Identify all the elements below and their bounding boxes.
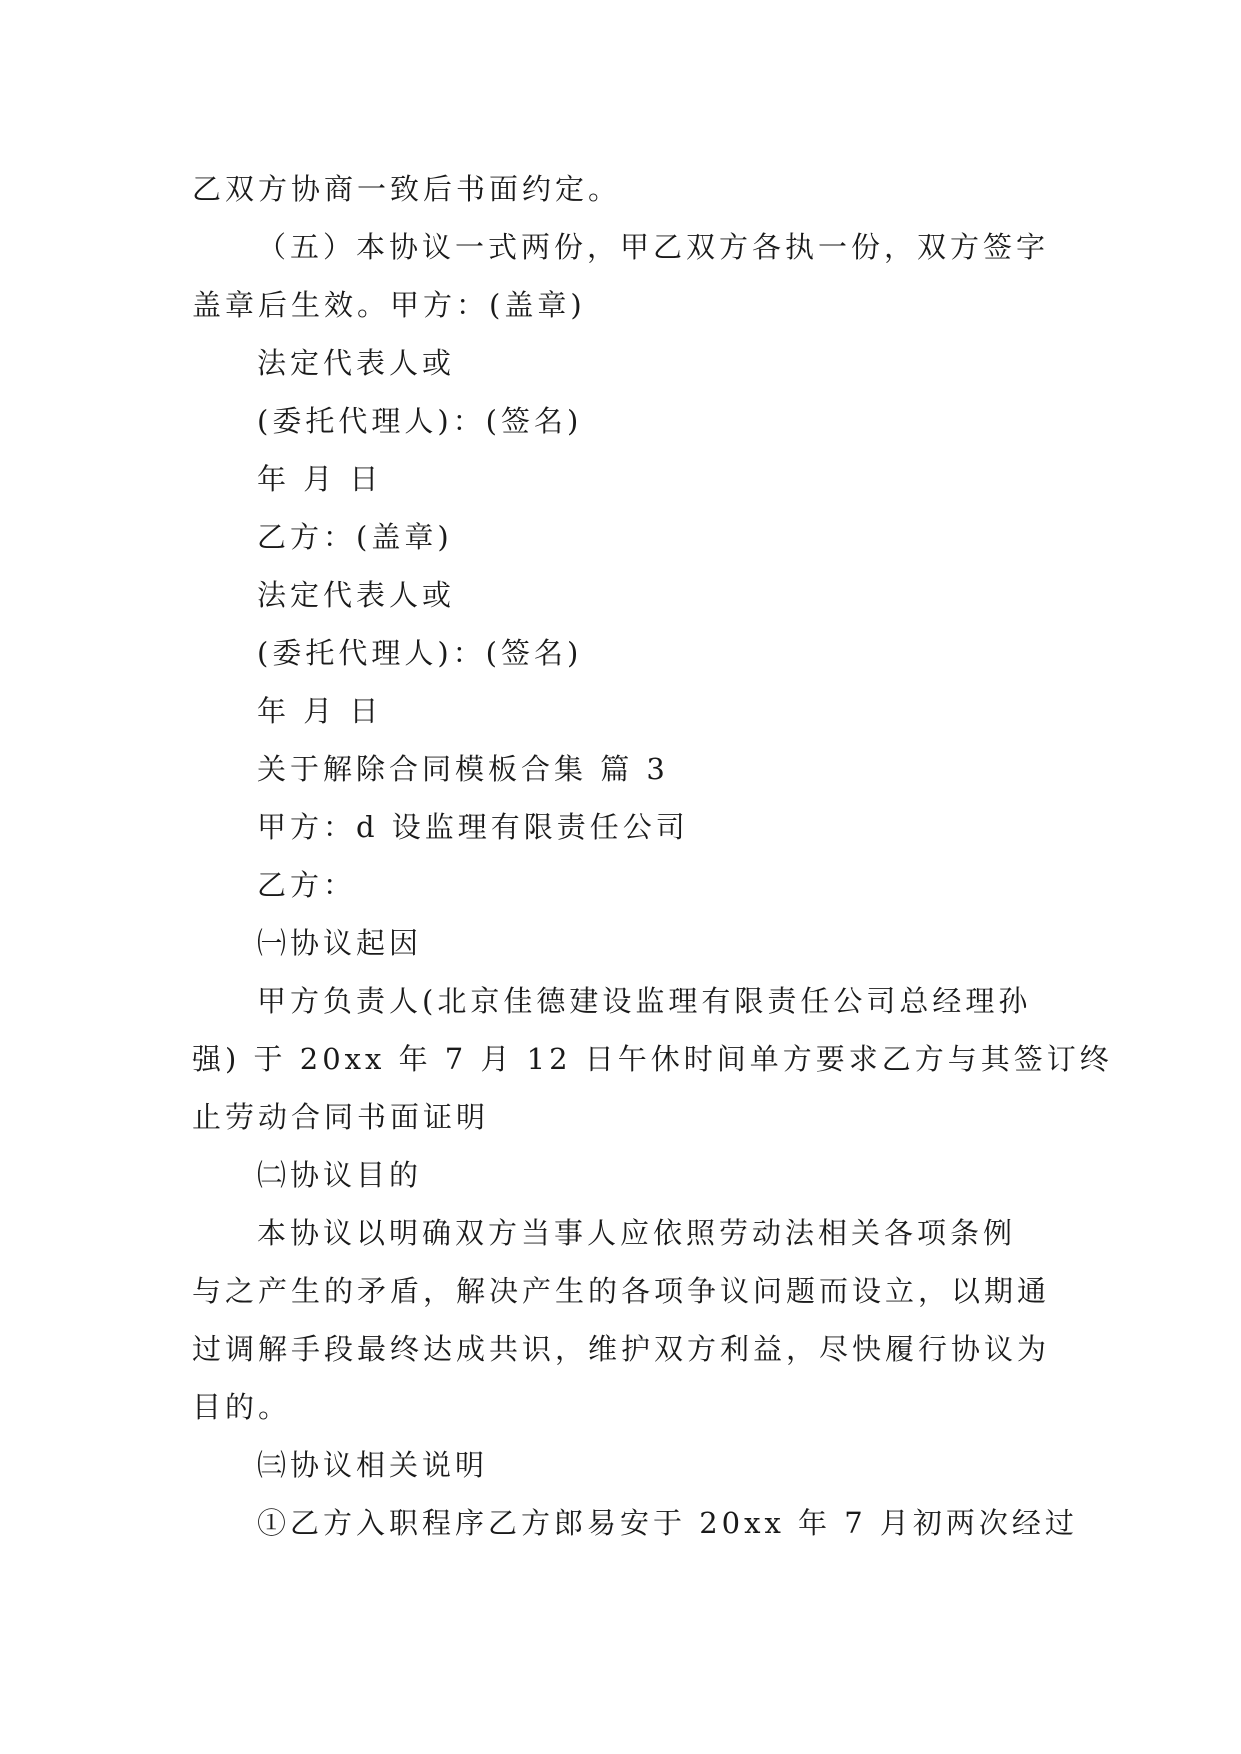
document-body [192, 160, 1113, 1552]
text-line: 过调解手段最终达成共识，维护双方利益，尽快履行协议为 [192, 1332, 1051, 1366]
text-line: 强) 于 20xx 年 7 月 12 日午休时间单方要求乙方与其签订终 [192, 1042, 1113, 1076]
text-line: (委托代理人)：(签名) [257, 404, 583, 438]
text-line: 法定代表人或 [257, 346, 456, 380]
text-line: 甲方：d 设监理有限责任公司 [257, 810, 689, 844]
text-line: 乙方：(盖章) [257, 520, 453, 554]
text-line: （五）本协议一式两份，甲乙双方各执一份，双方签字 [257, 230, 1050, 264]
text-line: 乙双方协商一致后书面约定。 [192, 172, 622, 206]
text-line: 目的。 [192, 1390, 292, 1424]
text-line: ①乙方入职程序乙方郎易安于 20xx 年 7 月初两次经过 [257, 1506, 1078, 1540]
text-line: 年 月 日 [257, 462, 383, 496]
section-heading: 关于解除合同模板合集 篇 3 [257, 752, 669, 786]
subheading: ㈢协议相关说明 [257, 1448, 489, 1482]
text-line: 乙方： [257, 868, 357, 902]
text-line: 年 月 日 [257, 694, 383, 728]
text-line: 与之产生的矛盾，解决产生的各项争议问题而设立，以期通 [192, 1274, 1051, 1308]
text-line: 甲方负责人(北京佳德建设监理有限责任公司总经理孙 [257, 984, 1032, 1018]
text-line: 法定代表人或 [257, 578, 456, 612]
subheading: ㈡协议目的 [257, 1158, 423, 1192]
subheading: ㈠协议起因 [257, 926, 423, 960]
text-line: (委托代理人)：(签名) [257, 636, 583, 670]
text-line: 本协议以明确双方当事人应依照劳动法相关各项条例 [257, 1216, 1017, 1250]
text-line: 盖章后生效。甲方：(盖章) [192, 288, 586, 322]
text-line: 止劳动合同书面证明 [192, 1100, 490, 1134]
